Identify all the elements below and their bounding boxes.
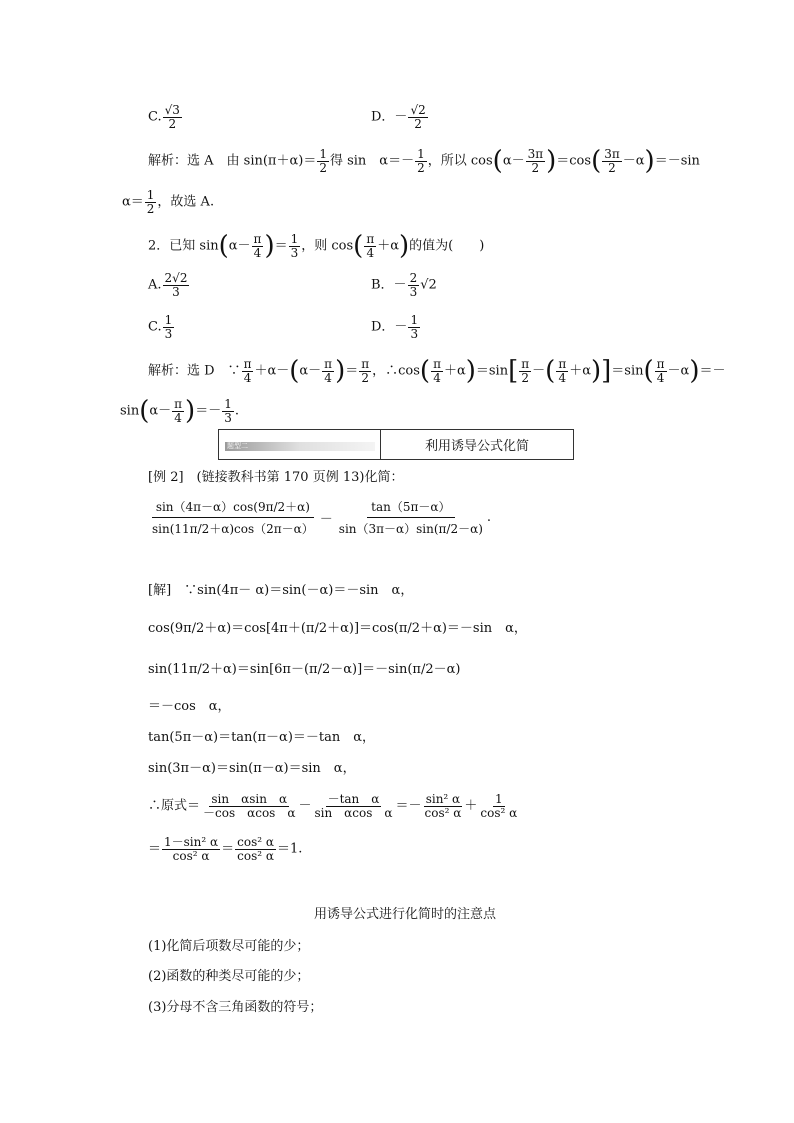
numerator: π xyxy=(243,357,252,371)
fraction xyxy=(235,836,276,862)
fraction xyxy=(408,314,420,340)
denominator: 3 xyxy=(164,326,173,341)
text: ＝－sin xyxy=(654,153,700,169)
work-line-7 xyxy=(148,793,520,819)
text: －α xyxy=(622,153,645,169)
option-label: A. xyxy=(148,277,162,293)
paren: ) xyxy=(335,356,346,387)
paren: ) xyxy=(465,356,476,387)
numerator: 1 xyxy=(417,147,425,161)
option-label: B．－ xyxy=(371,277,407,293)
numerator: tan（5π－α） xyxy=(367,498,454,518)
fraction xyxy=(317,148,329,174)
banner-title: 利用诱导公式化简 xyxy=(424,439,529,454)
text: tan(5π－α)＝tan(π－α)＝－tan α， xyxy=(148,730,376,745)
text: cos(9π/2＋α)＝cos[4π＋(π/2＋α)]＝cos(π/2＋α)＝－sin α， xyxy=(148,621,527,636)
text: ＝－ xyxy=(699,363,726,379)
numerator: 1 xyxy=(146,188,155,202)
fraction xyxy=(478,793,519,819)
text: ＝ xyxy=(221,841,235,857)
option-a-2 xyxy=(148,272,190,298)
numerator: 2 xyxy=(409,271,418,285)
banner-tag-text: 题型二 xyxy=(227,442,248,450)
note-item: (1)化简后项数尽可能的少； xyxy=(148,939,310,954)
denominator: 4 xyxy=(253,245,262,260)
paren: ( xyxy=(492,146,503,177)
work-line-2 xyxy=(148,619,527,639)
option-b-2 xyxy=(371,272,437,298)
denominator: 3 xyxy=(172,284,180,299)
numerator: 1 xyxy=(224,397,232,411)
text: ，故选 A. xyxy=(157,194,215,210)
numerator: 1－sin² α xyxy=(164,835,219,849)
fraction xyxy=(408,104,427,130)
fraction xyxy=(148,498,318,537)
denominator: 2 xyxy=(146,201,155,216)
fraction xyxy=(526,148,546,174)
paren: ) xyxy=(644,146,655,177)
text: α－ xyxy=(299,363,322,379)
paren: )] xyxy=(590,356,612,387)
text: ∴原式＝ xyxy=(148,798,201,814)
work-line-3 xyxy=(148,660,460,680)
option-label: D．－ xyxy=(371,109,408,125)
fraction xyxy=(519,358,531,384)
paren: ) xyxy=(546,146,557,177)
work-line-4 xyxy=(148,697,231,717)
paren: ( xyxy=(545,356,556,387)
text: ＝cos xyxy=(556,153,592,169)
paren: ( xyxy=(289,356,300,387)
option-d-1 xyxy=(371,104,429,130)
denominator: 2 xyxy=(361,370,369,385)
text: ＝ xyxy=(148,841,162,857)
fraction xyxy=(201,793,297,819)
paren: ) xyxy=(264,231,275,262)
paren: [ xyxy=(508,356,519,387)
fraction xyxy=(322,358,334,384)
paren: ( xyxy=(591,146,602,177)
option-label: C. xyxy=(148,109,162,125)
text: － xyxy=(532,363,546,379)
text: √2 xyxy=(420,277,437,293)
denominator: cos² α xyxy=(237,848,274,863)
denominator: 3 xyxy=(224,410,232,425)
text: sin(11π/2＋α)＝sin[6π－(π/2－α)]＝－sin(π/2－α) xyxy=(148,662,461,677)
solution-2-line-1 xyxy=(148,356,726,387)
text: ＝ xyxy=(274,238,288,254)
fraction xyxy=(222,398,234,424)
text: ＋α xyxy=(443,363,466,379)
work-line-1 xyxy=(148,581,413,601)
text: ＋α－ xyxy=(254,363,290,379)
fraction xyxy=(145,189,157,215)
numerator: 2√2 xyxy=(164,271,188,285)
text: [解] ∵sin(4π－ α)＝sin(－α)＝－sin α， xyxy=(148,583,414,598)
banner-tag xyxy=(225,442,375,451)
numerator: π xyxy=(366,232,375,246)
fraction xyxy=(163,104,182,130)
text: ，则 cos xyxy=(301,238,354,254)
text: － xyxy=(319,512,333,527)
fraction xyxy=(408,272,420,298)
text: . xyxy=(234,403,239,419)
numerator: π xyxy=(174,397,183,411)
denominator: 2 xyxy=(521,370,530,385)
fraction xyxy=(423,793,464,819)
notes-title: 用诱导公式进行化简时的注意点 xyxy=(314,907,497,922)
fraction xyxy=(335,498,487,537)
numerator: 1 xyxy=(164,313,173,327)
numerator: 1 xyxy=(319,147,327,161)
numerator: sin（4π－α）cos(9π/2＋α) xyxy=(152,498,314,518)
numerator: π xyxy=(521,357,530,371)
option-c-1 xyxy=(148,104,183,130)
denominator: 4 xyxy=(558,370,567,385)
text: ，∴cos xyxy=(372,363,420,379)
solution-1-line-1 xyxy=(148,146,700,177)
numerator: sin² α xyxy=(425,792,461,806)
paren: ( xyxy=(643,356,654,387)
text: ＝－ xyxy=(395,798,422,814)
question-2 xyxy=(148,231,485,262)
paren: ) xyxy=(399,231,410,262)
fraction xyxy=(364,233,376,259)
work-line-5 xyxy=(148,728,375,748)
text: ＋α xyxy=(377,238,399,254)
numerator: 3π xyxy=(604,147,620,161)
text: 解析：选 A 由 sin(π＋α)＝ xyxy=(148,153,317,169)
fraction xyxy=(163,272,190,298)
fraction xyxy=(359,358,371,384)
denominator: 2 xyxy=(414,116,422,131)
denominator: －cos αcos α xyxy=(203,805,296,820)
text: ＝ xyxy=(345,363,359,379)
denominator: 4 xyxy=(324,370,332,385)
fraction xyxy=(242,358,254,384)
text: α－ xyxy=(502,153,525,169)
example-expression xyxy=(148,498,491,537)
text: sin xyxy=(120,403,140,419)
numerator: －tan α xyxy=(327,792,380,806)
text: ，所以 cos xyxy=(427,153,493,169)
option-d-2 xyxy=(371,314,421,340)
numerator: 3π xyxy=(527,147,544,161)
denominator: 4 xyxy=(366,245,375,260)
denominator: 3 xyxy=(290,245,299,260)
fraction xyxy=(289,233,301,259)
denominator: 3 xyxy=(409,284,418,299)
fraction xyxy=(312,793,394,819)
text: ＝－cos α， xyxy=(148,699,231,714)
text: α－ xyxy=(228,238,251,254)
text: [例 2] (链接教科书第 170 页例 13)化简： xyxy=(148,470,404,485)
numerator: cos² α xyxy=(237,835,274,849)
denominator: 2 xyxy=(319,160,327,175)
paren: ) xyxy=(185,396,196,427)
denominator: sin(11π/2＋α)cos（2π－α） xyxy=(152,522,314,536)
text: ＝－ xyxy=(195,403,222,419)
text: 解析：选 D ∵ xyxy=(148,363,241,379)
solution-2-line-2 xyxy=(120,396,239,427)
paren: ) xyxy=(689,356,700,387)
text: 得 sin α＝－ xyxy=(329,153,415,169)
text: sin(3π－α)＝sin(π－α)＝sin α， xyxy=(148,761,356,776)
denominator: 4 xyxy=(656,370,665,385)
denominator: cos² α xyxy=(424,805,462,820)
text: ＝sin xyxy=(611,363,644,379)
denominator: sin（3π－α）sin(π/2－α) xyxy=(338,522,483,536)
numerator: π xyxy=(656,357,665,371)
text: ＋α xyxy=(569,363,591,379)
fraction xyxy=(163,314,175,340)
numerator: π xyxy=(253,232,262,246)
text: ＋ xyxy=(464,798,478,814)
text: －α xyxy=(667,363,690,379)
fraction xyxy=(602,148,622,174)
numerator: π xyxy=(324,357,333,371)
numerator: π xyxy=(361,357,370,371)
fraction xyxy=(252,233,264,259)
text: ＝sin xyxy=(475,363,509,379)
denominator: 2 xyxy=(608,160,616,175)
numerator: √2 xyxy=(410,103,426,117)
option-label: C. xyxy=(148,319,162,335)
numerator: sin αsin α xyxy=(211,792,288,806)
option-c-2 xyxy=(148,314,175,340)
text: － xyxy=(298,798,312,814)
fraction xyxy=(655,358,667,384)
fraction xyxy=(431,358,443,384)
work-line-6 xyxy=(148,759,356,779)
paren: ( xyxy=(419,356,431,387)
fraction xyxy=(556,358,568,384)
denominator: 4 xyxy=(243,370,252,385)
denominator: 4 xyxy=(433,370,441,385)
fraction xyxy=(172,398,184,424)
text: α－ xyxy=(149,403,172,419)
numerator: π xyxy=(558,357,567,371)
text: . xyxy=(486,510,492,525)
fraction xyxy=(162,836,220,862)
note-item: (3)分母不含三角函数的符号； xyxy=(148,1000,323,1015)
denominator: 3 xyxy=(410,326,419,341)
fraction xyxy=(415,148,427,174)
numerator: 1 xyxy=(494,792,503,806)
example-heading xyxy=(148,468,403,488)
text: ＝1. xyxy=(276,841,303,857)
denominator: 2 xyxy=(168,116,177,131)
paren: ( xyxy=(218,231,229,262)
banner-tag-area xyxy=(219,430,381,459)
denominator: cos² α xyxy=(480,805,518,820)
text: 的值为( ) xyxy=(409,238,485,254)
note-item: (2)函数的种类尽可能的少； xyxy=(148,969,310,984)
solution-1-line-2 xyxy=(122,189,214,215)
paren: ( xyxy=(139,396,150,427)
denominator: 2 xyxy=(531,160,540,175)
numerator: 1 xyxy=(290,232,299,246)
denominator: 4 xyxy=(174,410,182,425)
numerator: 1 xyxy=(410,313,419,327)
option-label: D．－ xyxy=(371,319,408,335)
text: 2．已知 sin xyxy=(148,238,219,254)
denominator: cos² α xyxy=(172,848,210,863)
work-line-8 xyxy=(148,836,302,862)
denominator: sin αcos α xyxy=(314,805,393,820)
section-banner xyxy=(218,429,574,460)
paren: ( xyxy=(353,231,364,262)
numerator: π xyxy=(433,357,441,371)
numerator: √3 xyxy=(164,103,180,117)
denominator: 2 xyxy=(417,160,425,175)
text: α＝ xyxy=(122,194,144,210)
